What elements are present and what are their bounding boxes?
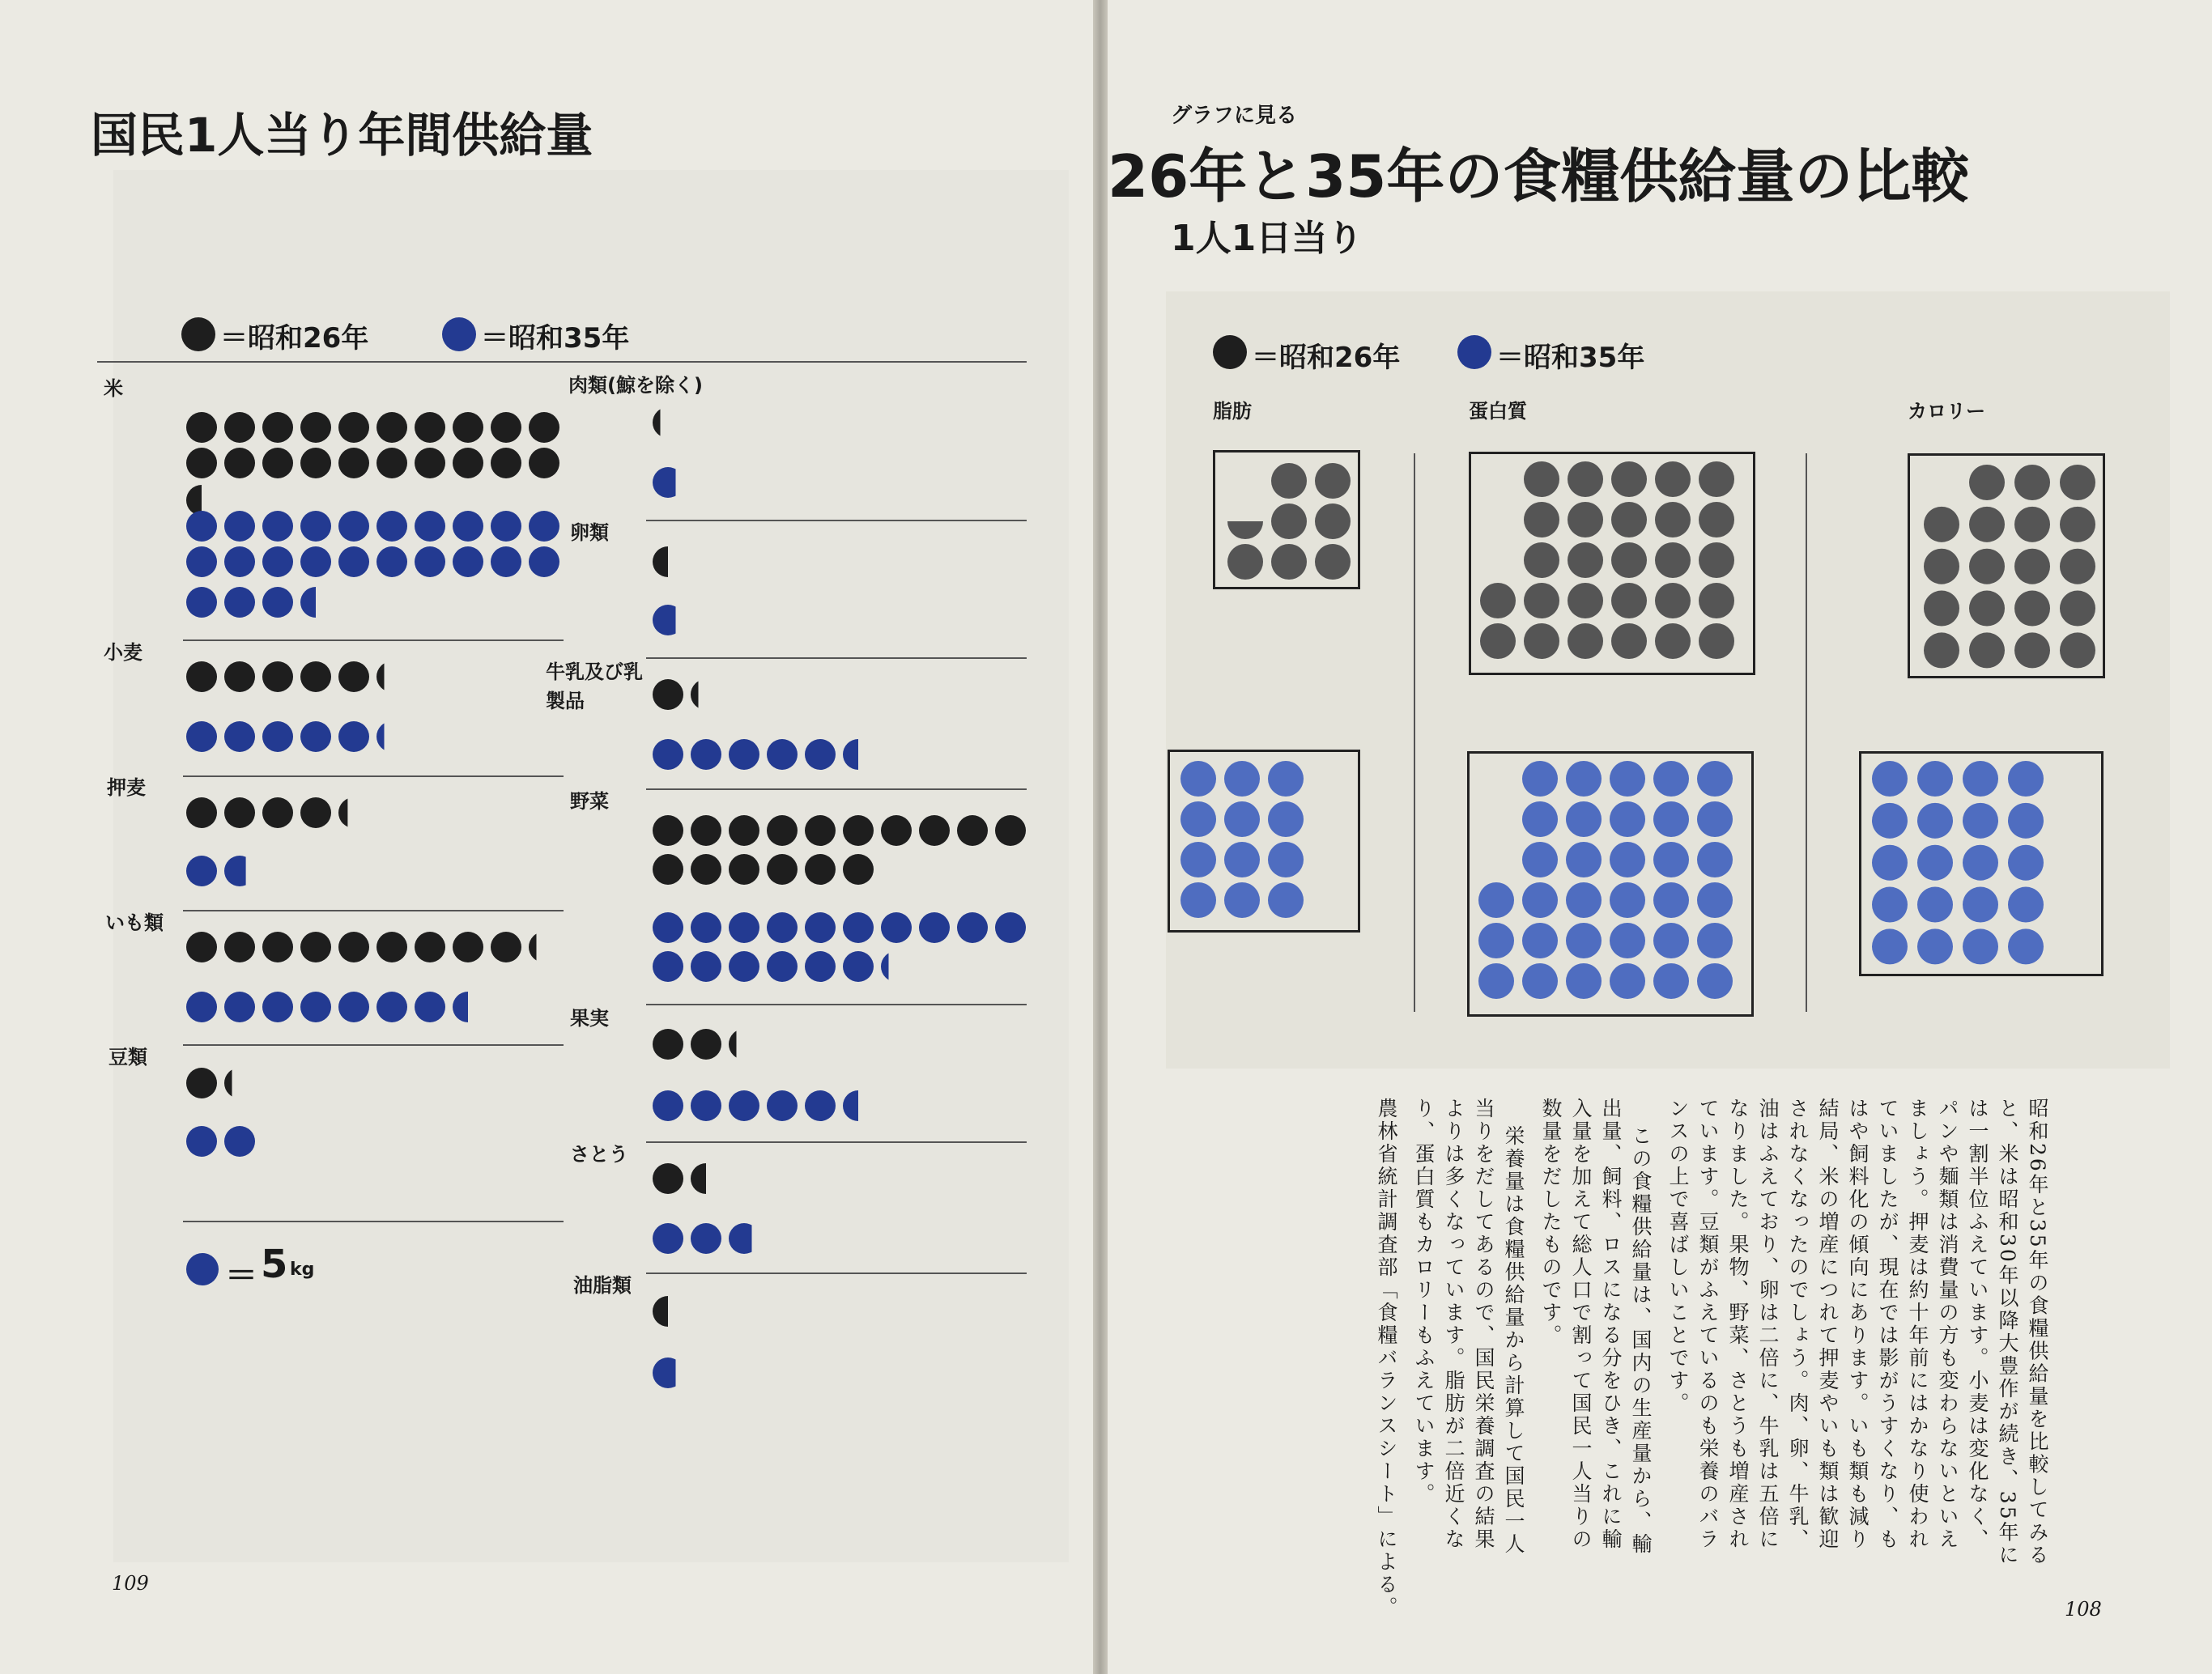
legend-label-26: ＝昭和26年 [220,322,369,355]
nutrient-dot-35-2-15 [2008,887,2044,923]
nutrient-dot-26-0-1 [1271,463,1307,499]
nutrient-dot-35-1-22 [1653,882,1689,918]
nutrient-dot-26-1-28 [1655,623,1691,659]
nutrient-dot-35-1-14 [1566,842,1602,877]
nutrient-dot-26-1-4 [1655,461,1691,497]
nutrient-dot-35-2-14 [1963,887,1998,923]
nutrient-dot-26-2-2 [2014,465,2050,500]
nutrient-dot-35-2-11 [2008,845,2044,881]
nutrient-dot-35-2-12 [1872,887,1908,923]
nutrient-dot-35-0-9 [1180,882,1216,918]
nutrient-dot-26-2-17 [1969,632,2005,668]
body-column: この食糧供給量は、国内の生産量から、輸 [1629,1125,1653,1556]
category-label-beans: 豆類 [108,1046,147,1069]
nutrient-dot-26-2-1 [1969,465,2005,500]
nutrient-dot-26-2-12 [1924,591,1959,627]
category-label-pressed-barley: 押麦 [107,776,146,799]
nutrient-dot-26-2-13 [1969,591,2005,627]
legend-label-35: ＝昭和35年 [481,322,630,355]
body-column: よりは多くなっています。脂肪が二倍近くな [1442,1098,1465,1551]
nutrient-dot-35-1-21 [1610,882,1645,918]
category-label-fruit: 果実 [570,1007,609,1030]
nutrient-dot-26-1-17 [1699,542,1734,578]
category-label-wheat: 小麦 [104,641,143,664]
nutrient-dot-26-0-4 [1271,503,1307,539]
nutrient-dot-35-2-19 [2008,928,2044,964]
nutrient-dot-35-2-4 [1872,803,1908,839]
body-column: はや飼料化の傾向にあります。いも類も減り [1846,1098,1870,1551]
nutrient-dot-35-1-13 [1522,842,1558,877]
nutrient-dot-26-2-9 [1969,549,2005,584]
body-column: されなくなったのでしょう。肉、卵、牛乳、 [1786,1098,1810,1551]
body-column: 結局、米の増産につれて押麦やいも類は歓迎 [1816,1098,1840,1551]
nutrient-dot-26-1-26 [1568,623,1603,659]
category-label-meat: 肉類(鯨を除く) [568,374,703,397]
nutrient-dot-35-2-13 [1917,887,1953,923]
nutrient-dot-35-1-27 [1610,923,1645,958]
left-page-title: 国民1人当り年間供給量 [91,108,593,163]
nutrient-dot-35-1-16 [1653,842,1689,877]
nutrient-dot-26-0-5 [1315,503,1351,539]
left-page-number: 109 [112,1572,149,1595]
nutrient-dot-35-2-1 [1917,761,1953,797]
nutrient-dot-35-1-15 [1610,842,1645,877]
nutrient-dot-26-2-4 [1924,507,1959,542]
nutrient-dot-35-1-24 [1478,923,1514,958]
nutrient-dot-26-2-10 [2014,549,2050,584]
nutrient-dot-35-1-1 [1522,761,1558,797]
nutrient-dot-35-0-7 [1224,842,1260,877]
nutrient-dot-35-0-0 [1180,761,1216,797]
nutrient-dot-26-2-15 [2060,591,2095,627]
body-column: なりました。果物、野菜、さとうも増産され [1726,1098,1750,1551]
nutrient-dot-26-1-10 [1655,502,1691,537]
nutrient-dot-26-2-8 [1924,549,1959,584]
body-column: パンや麺類は消費量の方も変わらないといえ [1936,1098,1959,1551]
nutrient-label-fat: 脂肪 [1213,400,1252,423]
right-legend-label-35: ＝昭和35年 [1496,342,1645,374]
nutrient-dot-35-1-28 [1653,923,1689,958]
nutrient-dot-35-1-34 [1653,963,1689,999]
body-column: ています。豆類がふえているのも栄養のバラ [1696,1098,1720,1551]
nutrient-dot-26-2-18 [2014,632,2050,668]
nutrient-dot-35-1-17 [1697,842,1733,877]
nutrient-dot-26-2-14 [2014,591,2050,627]
nutrient-dot-35-1-25 [1522,923,1558,958]
nutrient-dot-26-1-5 [1699,461,1734,497]
nutrient-dot-26-1-22 [1655,583,1691,618]
body-column: 昭和26年と35年の食糧供給量を比較してみる [2026,1098,2049,1567]
category-label-sugar: さとう [570,1143,628,1166]
unit-legend-value: 5 [261,1242,288,1287]
right-page-kicker: グラフに見る [1171,104,1298,128]
nutrient-dot-35-1-3 [1610,761,1645,797]
nutrient-dot-26-1-18 [1480,583,1516,618]
nutrient-dot-26-0-6 [1227,544,1263,580]
body-column: り、蛋白質もカロリーもふえています。 [1412,1098,1436,1506]
nutrient-dot-26-1-11 [1699,502,1734,537]
right-page-subtitle: 1人1日当り [1171,218,1363,259]
right-page-number: 108 [2065,1598,2102,1621]
nutrient-dot-26-1-13 [1524,542,1559,578]
body-column: と、米は昭和30年以降大豊作が続き、35年に [1996,1098,2019,1567]
nutrient-dot-35-0-11 [1268,882,1304,918]
nutrient-dot-26-2-19 [2060,632,2095,668]
nutrient-dot-26-1-21 [1611,583,1647,618]
nutrient-dot-35-2-6 [1963,803,1998,839]
nutrient-dot-35-1-7 [1522,801,1558,837]
nutrient-dot-26-1-8 [1568,502,1603,537]
nutrient-dot-35-2-0 [1872,761,1908,797]
category-label-milk: 牛乳及び乳製品 [546,661,643,712]
nutrient-dot-26-1-2 [1568,461,1603,497]
nutrient-dot-26-1-19 [1524,583,1559,618]
nutrient-dot-35-2-5 [1917,803,1953,839]
nutrient-dot-26-1-3 [1611,461,1647,497]
body-column: 農林省統計調査部「食糧バランスシート」による。 [1375,1098,1398,1619]
body-column: 出量、飼料、ロスになる分をひき、これに輸 [1599,1098,1623,1551]
nutrient-dot-35-1-30 [1478,963,1514,999]
nutrient-dot-35-0-1 [1224,761,1260,797]
nutrient-dot-35-1-18 [1478,882,1514,918]
nutrient-dot-35-1-29 [1697,923,1733,958]
nutrient-dot-35-0-8 [1268,842,1304,877]
nutrient-dot-35-1-32 [1566,963,1602,999]
nutrient-dot-35-2-7 [2008,803,2044,839]
nutrient-dot-26-2-7 [2060,507,2095,542]
nutrient-dot-35-1-23 [1697,882,1733,918]
nutrient-dot-35-1-35 [1697,963,1733,999]
nutrient-dot-35-2-17 [1917,928,1953,964]
nutrient-dot-35-2-8 [1872,845,1908,881]
category-label-eggs: 卵類 [570,521,609,544]
nutrient-dot-35-1-33 [1610,963,1645,999]
nutrient-dot-26-2-5 [1969,507,2005,542]
nutrient-dot-26-1-27 [1611,623,1647,659]
nutrient-dot-35-1-5 [1697,761,1733,797]
nutrient-dot-35-1-26 [1566,923,1602,958]
category-label-rice: 米 [104,377,123,400]
category-label-oils: 油脂類 [573,1274,632,1297]
nutrient-dot-35-1-9 [1610,801,1645,837]
nutrient-dot-35-1-4 [1653,761,1689,797]
nutrient-dot-26-0-8 [1315,544,1351,580]
nutrient-dot-26-1-14 [1568,542,1603,578]
nutrient-dot-35-2-18 [1963,928,1998,964]
nutrient-dot-26-2-3 [2060,465,2095,500]
nutrient-dot-26-1-9 [1611,502,1647,537]
nutrient-dot-35-1-8 [1566,801,1602,837]
body-column: ンスの上で喜ばしいことです。 [1666,1098,1690,1415]
body-column: 数量をだしたものです。 [1539,1098,1563,1347]
unit-legend-unit: kg [290,1260,315,1280]
nutrient-dot-26-1-1 [1524,461,1559,497]
nutrient-dot-26-1-29 [1699,623,1734,659]
nutrient-label-calories: カロリー [1908,400,1985,423]
nutrient-dot-26-1-15 [1611,542,1647,578]
nutrient-dot-26-2-16 [1924,632,1959,668]
right-legend-label-26: ＝昭和26年 [1252,342,1401,374]
nutrient-dot-35-1-19 [1522,882,1558,918]
nutrient-label-protein: 蛋白質 [1469,400,1527,423]
nutrient-dot-26-2-6 [2014,507,2050,542]
body-column: ましょう。押麦は約十年前にはかなり使われ [1906,1098,1929,1551]
nutrient-dot-26-1-16 [1655,542,1691,578]
nutrient-dot-35-2-3 [2008,761,2044,797]
nutrient-dot-26-2-11 [2060,549,2095,584]
nutrient-dot-26-0-7 [1271,544,1307,580]
nutrient-dot-35-1-20 [1566,882,1602,918]
nutrient-dot-35-1-31 [1522,963,1558,999]
nutrient-dot-26-1-25 [1524,623,1559,659]
body-column: ていましたが、現在では影がうすくなり、も [1876,1098,1899,1551]
body-column: 当りをだしてあるので、国民栄養調査の結果 [1472,1098,1495,1551]
nutrient-dot-35-0-2 [1268,761,1304,797]
body-column: 入量を加えて総人口で割って国民一人当りの [1569,1098,1593,1551]
nutrient-dot-35-0-10 [1224,882,1260,918]
body-column: は一割半位ふえています。小麦は変化なく、 [1966,1098,1989,1551]
nutrient-dot-35-1-10 [1653,801,1689,837]
nutrient-dot-35-2-16 [1872,928,1908,964]
unit-legend-equals: ＝ [225,1257,257,1294]
nutrient-dot-26-1-7 [1524,502,1559,537]
nutrient-dot-26-0-2 [1315,463,1351,499]
right-page-title: 26年と35年の食糧供給量の比較 [1108,142,1970,210]
nutrient-dot-35-0-6 [1180,842,1216,877]
nutrient-dot-35-0-5 [1268,801,1304,837]
nutrient-dot-35-1-2 [1566,761,1602,797]
nutrient-dot-26-1-24 [1480,623,1516,659]
body-column: 油はふえており、卵は二倍に、牛乳は五倍に [1756,1098,1780,1551]
category-label-vegetables: 野菜 [570,790,609,813]
nutrient-dot-26-1-20 [1568,583,1603,618]
nutrient-dot-35-0-3 [1180,801,1216,837]
nutrient-dot-26-1-23 [1699,583,1734,618]
nutrient-dot-35-2-10 [1963,845,1998,881]
nutrient-dot-35-2-9 [1917,845,1953,881]
nutrient-dot-35-0-4 [1224,801,1260,837]
nutrient-dot-26-0-3 [1227,503,1263,539]
category-label-potatoes: いも類 [105,911,164,934]
nutrient-dot-35-1-11 [1697,801,1733,837]
body-column: 栄養量は食糧供給量から計算して国民一人 [1502,1125,1525,1556]
nutrient-dot-35-2-2 [1963,761,1998,797]
